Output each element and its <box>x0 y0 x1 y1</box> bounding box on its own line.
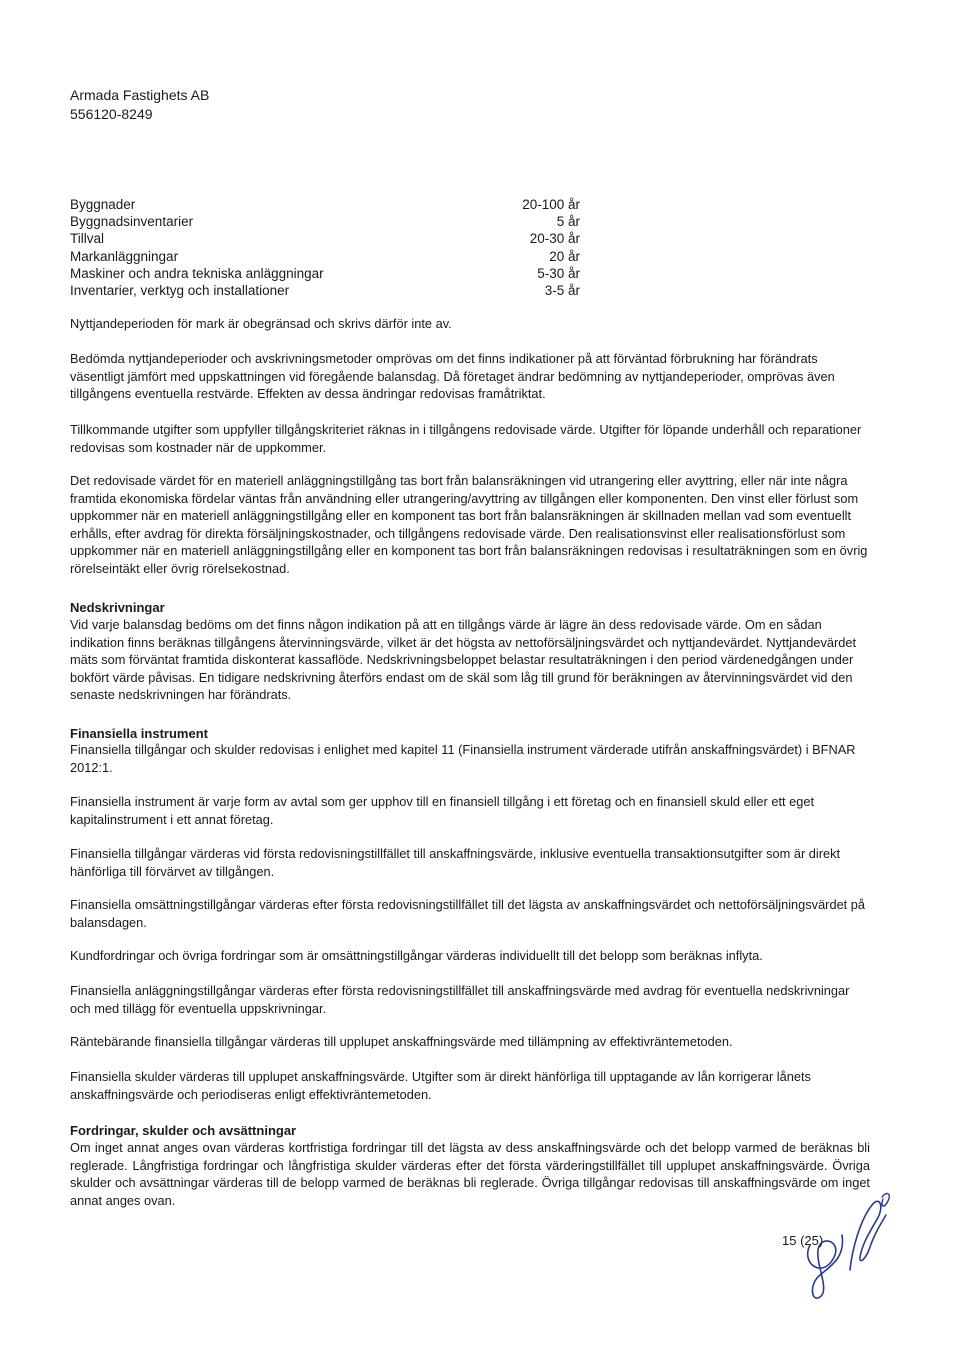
document-header <box>70 86 209 124</box>
financial-paragraph-4: Finansiella omsättningstillgångar värderas efter första redovisningstillfället till det lägsta av anskaffningsvärdet och nettoförsäljningsvärdet på balansdagen. <box>70 897 866 930</box>
impairment-paragraph: Vid varje balansdag bedöms om det finns någon indikation på att en tillgångs värde är lägre än dess redovisade värde. Om en sådan indikation finns beräknas tillgångens återvinningsvärde, vilket är det högsta av nettoförsäljningsvärdet och nyttjandevärdet. Nyttjandevärdet mäts som förväntat framtida diskonterat kassaflöde. Nedskrivningsbeloppet belastar resultaträkningen i den period värdenedgången under bokfört värde påvisas. En tidigare nedskrivning återförs endast om de skäl som låg till grund för beräkningen av återvinningsvärdet vid den senaste nedskrivningen har förändrats. <box>70 617 857 702</box>
review-paragraph: Bedömda nyttjandeperioder och avskrivningsmetoder omprövas om det finns indikationer på att förväntad förbrukning har förändrats väsentligt jämfört med uppskattningen vid föregående balansdag. Då företaget ändrar bedömning av nyttjandeperioder, omprövas även tillgångens eventuella restvärde. Effekten av dessa ändringar redovisas framåtriktat. <box>70 351 835 401</box>
period-value: 3-5 år <box>544 283 580 299</box>
asset-label: Inventarier, verktyg och installationer <box>70 283 290 299</box>
land-paragraph: Nyttjandeperioden för mark är obegränsad och skrivs därför inte av. <box>70 316 452 331</box>
expenses-paragraph: Tillkommande utgifter som uppfyller tillgångskriteriet räknas in i tillgångens redovisade värde. Utgifter för löpande underhåll och reparationer redovisas som kostnader när de uppkommer. <box>70 422 862 455</box>
asset-label: Byggnader <box>70 197 136 212</box>
depreciation-row <box>70 196 580 213</box>
financial-paragraph-7: Räntebärande finansiella tillgångar värderas till upplupet anskaffningsvärde med tillämpning av effektivräntemetoden. <box>70 1034 733 1049</box>
financial-heading: Finansiella instrument <box>70 726 208 741</box>
depreciation-row <box>70 213 580 230</box>
depreciation-row <box>70 282 580 299</box>
financial-paragraph-1: Finansiella tillgångar och skulder redovisas i enlighet med kapitel 11 (Finansiella instrument värderade utifrån anskaffningsvärdet) i BFNAR 2012:1. <box>70 742 856 775</box>
receivables-paragraph: Om inget annat anges ovan värderas kortfristiga fordringar till det lägsta av dess anskaffningsvärde och det belopp varmed de beräknas bli reglerade. Långfristiga fordringar och långfristiga skulder värderas efter det första värderingstillfället till upplupet anskaffningsvärde. Övriga skulder och avsättningar värderas till de belopp varmed de beräknas bli reglerade. Övriga tillgångar redovisas till anskaffningsvärde om inget annat anges ovan. <box>70 1140 870 1208</box>
depreciation-row <box>70 248 580 265</box>
period-value: 20-30 år <box>529 231 580 247</box>
asset-label: Byggnadsinventarier <box>70 214 194 230</box>
period-value: 5 år <box>556 214 580 230</box>
receivables-heading: Fordringar, skulder och avsättningar <box>70 1123 297 1138</box>
depreciation-row <box>70 265 580 282</box>
asset-label: Maskiner och andra tekniska anläggningar <box>70 265 324 281</box>
financial-paragraph-3: Finansiella tillgångar värderas vid första redovisningstillfället till anskaffningsvärde, inklusive eventuella transaktionsutgifter som är direkt hänförliga till förvärvet av tillgången. <box>70 846 841 879</box>
asset-label: Markanläggningar <box>70 248 179 264</box>
financial-paragraph-8: Finansiella skulder värderas till upplupet anskaffningsvärde. Utgifter som är direkt hänförliga till upptagande av lån korrigerar lånets anskaffningsvärde och periodiseras enligt effektivräntemetoden. <box>70 1069 811 1102</box>
period-value: 20 år <box>549 248 580 264</box>
depreciation-row <box>70 230 580 247</box>
company-name: Armada Fastighets AB <box>70 87 210 103</box>
financial-paragraph-2: Finansiella instrument är varje form av avtal som ger upphov till en finansiell tillgång i ett företag och en finansiell skuld eller ett eget kapitalinstrument i ett annat företag. <box>70 794 815 827</box>
period-value: 20-100 år <box>522 197 580 212</box>
org-number: 556120-8249 <box>70 106 153 122</box>
impairment-heading: Nedskrivningar <box>70 600 165 615</box>
financial-paragraph-6: Finansiella anläggningstillgångar värderas efter första redovisningstillfället till anskaffningsvärde med avdrag för eventuella nedskrivningar och med tillägg för eventuella uppskrivningar. <box>70 983 850 1016</box>
period-value: 5-30 år <box>537 265 580 281</box>
depreciation-table <box>70 196 580 299</box>
financial-paragraph-5: Kundfordringar och övriga fordringar som är omsättningstillgångar värderas individuellt till det belopp som beräknas inflyta. <box>70 948 763 963</box>
asset-label: Tillval <box>70 231 105 247</box>
handwritten-signature <box>790 1185 900 1305</box>
derecognition-paragraph: Det redovisade värdet för en materiell anläggningstillgång tas bort från balansräkningen vid utrangering eller avyttring, eller när inte några framtida ekonomiska fördelar väntas från användning eller utrangering/avyttring av tillgången eller komponenten. Den vinst eller förlust som uppkommer när en materiell anläggningstillgång eller en komponent tas bort från balansräkningen är skillnaden mellan vad som eventuellt erhålls, efter avdrag för direkta försäljningskostnader, och tillgångens redovisade värde. Den realisationsvinst eller realisationsförlust som uppkommer när en materiell anläggningstillgång eller en komponent tas bort från balansräkningen redovisas i resultaträkningen som en övrig rörelseintäkt eller övrig rörelsekostnad. <box>70 473 868 576</box>
page-number: 15 (25) <box>782 1233 824 1248</box>
